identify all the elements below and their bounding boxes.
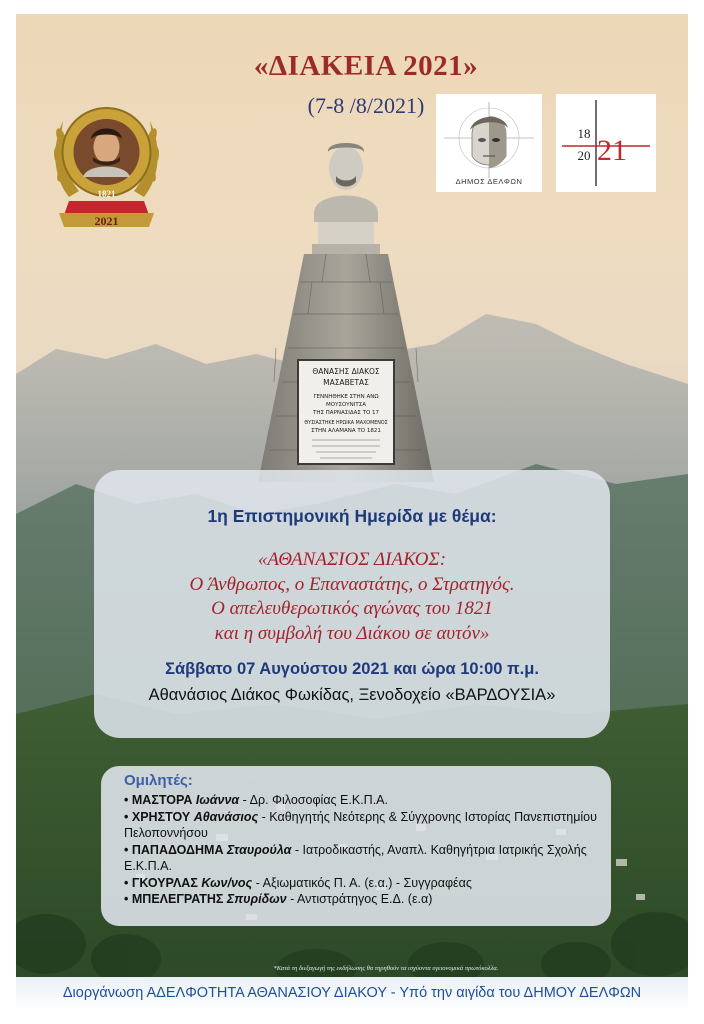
- municipality-delphi-logo: [436, 94, 542, 192]
- plaque-line-2: ΜΑΣΑΒΕΤΑΣ: [323, 378, 369, 387]
- logo-20-text: 20: [577, 148, 591, 163]
- speaker-item: [124, 792, 606, 809]
- footer-prefix: Διοργάνωση: [62, 985, 147, 1001]
- diakos-monument: [256, 142, 436, 482]
- speaker-role: - Καθηγητής Νεότερης & Σύγχρονης Ιστορίας Πανεπιστημίου Πελοποννήσου: [124, 809, 597, 840]
- speaker-given-name: Κων/νος: [201, 875, 253, 890]
- event-theme-quote: [94, 548, 610, 646]
- quote-line-2: Ο Άνθρωπος, ο Επαναστάτης, ο Στρατηγός.: [189, 573, 515, 595]
- speaker-item: [124, 809, 606, 842]
- bullet: •: [124, 809, 129, 824]
- plaque-line-3: ΓΕΝΝΗΘΗΚΕ ΣΤΗΝ ΑΝΩ: [313, 394, 379, 400]
- speaker-item: [124, 842, 606, 875]
- delphi-logo-name: ΔΗΜΟΣ ΔΕΛΦΩΝ: [455, 177, 523, 186]
- footer-middle: - Υπό την αιγίδα του: [386, 985, 524, 1001]
- speaker-given-name: Ιωάννα: [195, 793, 240, 807]
- speaker-item: [124, 875, 606, 892]
- plaque-line-1: ΘΑΝΑΣΗΣ ΔΙΑΚΟΣ: [312, 367, 380, 376]
- speaker-surname: ΜΑΣΤΟΡΑ: [131, 793, 193, 807]
- plaque-line-5: ΤΗΣ ΠΑΡΝΑΣΙΔΑΣ ΤΟ 17: [312, 410, 380, 416]
- speakers-panel: [101, 766, 611, 926]
- logo-18-text: 18: [577, 126, 591, 141]
- speaker-role: - Δρ. Φιλοσοφίας Ε.Κ.Π.Α.: [239, 793, 388, 807]
- event-dates: (7-8 /8/2021): [307, 93, 425, 118]
- footer-text: [16, 985, 688, 1001]
- poster: [16, 14, 688, 1010]
- speaker-surname: ΧΡΗΣΤΟΥ: [131, 809, 191, 824]
- plaque-line-6: ΘΥΣΙΑΣΤΗΚΕ ΗΡΩΙΚΑ ΜΑΧΟΜΕΝΟΣ: [304, 421, 388, 426]
- speaker-given-name: Αθανάσιος: [193, 809, 259, 824]
- event-date-time: Σάββατο 07 Αυγούστου 2021 και ώρα 10:00 π.μ.: [165, 660, 539, 678]
- brotherhood-medal-logo: [49, 97, 164, 230]
- bullet: •: [124, 842, 129, 857]
- speaker-surname: ΜΠΕΛΕΓΡΑΤΗΣ: [131, 892, 224, 906]
- speaker-role: - Ιατροδικαστής, Αναπλ. Καθηγήτρια Ιατρικής Σχολής Ε.Κ.Π.Α.: [124, 842, 587, 873]
- logo-21-text: 21: [597, 134, 627, 167]
- health-protocol-note: *Κατά τη διεξαγωγή της εκδήλωσης θα τηρηθούν τα ισχύοντα υγειονομικά πρωτόκολλα.: [273, 965, 499, 972]
- medal-year-1821: 1821: [97, 189, 116, 199]
- footer-patron: ΔΗΜΟΥ ΔΕΛΦΩΝ: [523, 985, 642, 1001]
- bullet: •: [124, 892, 129, 906]
- event-heading: 1η Επιστημονική Ημερίδα με θέμα:: [207, 506, 497, 526]
- footer-organizer: ΑΔΕΛΦΟΤΗΤΑ ΑΘΑΝΑΣΙΟΥ ΔΙΑΚΟΥ: [146, 985, 387, 1001]
- quote-line-1: «ΑΘΑΝΑΣΙΟΣ ΔΙΑΚΟΣ:: [257, 549, 447, 570]
- speaker-item: [124, 891, 606, 908]
- speaker-role: - Αξιωματικός Π. Α. (ε.α.) - Συγγραφέας: [252, 875, 472, 890]
- speaker-surname: ΠΑΠΑΔΟΔΗΜΑ: [131, 842, 224, 857]
- quote-line-3: Ο απελευθερωτικός αγώνας του 1821: [211, 598, 493, 619]
- plaque-line-4: ΜΟΥΣΟΥΝΙΤΣΑ: [326, 402, 366, 408]
- speaker-given-name: Σπυρίδων: [226, 892, 287, 906]
- bullet: •: [124, 875, 129, 890]
- bullet: •: [124, 793, 129, 807]
- footer-bar: [16, 977, 688, 1010]
- event-info-panel: [94, 470, 610, 738]
- event-title: «ΔΙΑΚΕΙΑ 2021»: [253, 50, 479, 82]
- speaker-role: - Αντιστράτηγος Ε.Δ. (ε.α): [286, 892, 433, 906]
- quote-line-4: και η συμβολή του Διάκου σε αυτόν»: [214, 622, 490, 644]
- speaker-given-name: Σταυρούλα: [226, 842, 292, 857]
- speakers-list: [124, 792, 606, 908]
- medal-year-2021: 2021: [94, 214, 119, 228]
- event-venue: Αθανάσιος Διάκος Φωκίδας, Ξενοδοχείο «ΒΑΡΔΟΥΣΙΑ»: [148, 686, 556, 704]
- logo-1821-2021: [556, 94, 656, 192]
- speaker-surname: ΓΚΟΥΡΛΑΣ: [131, 875, 198, 890]
- plaque-line-7: ΣΤΗΝ ΑΛΑΜΑΝΑ ΤΟ 1821: [311, 428, 381, 434]
- speakers-title: Ομιλητές:: [124, 772, 193, 789]
